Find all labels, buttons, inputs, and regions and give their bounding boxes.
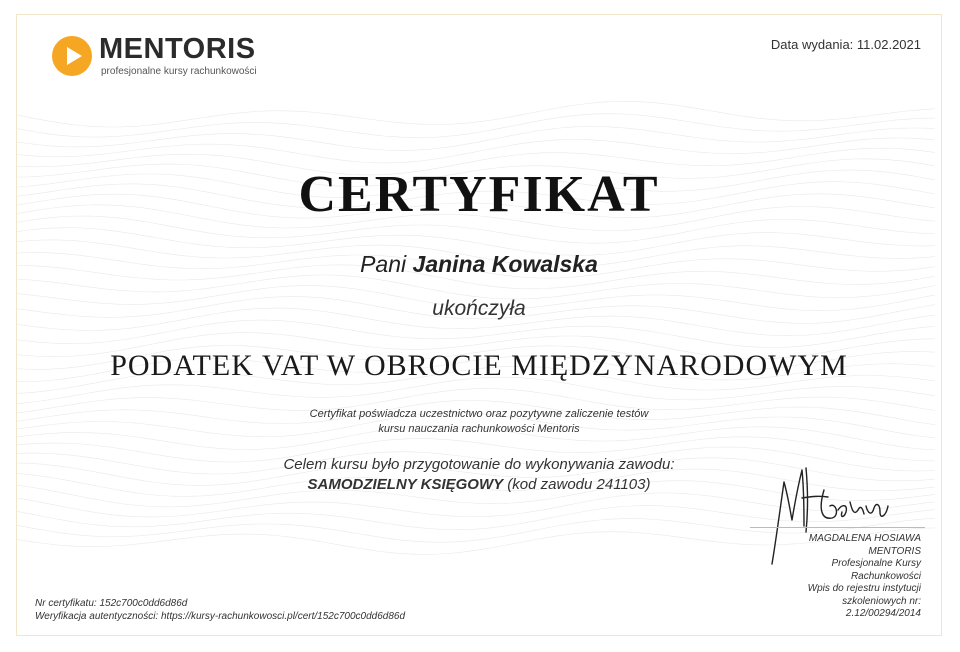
profession-code: (kod zawodu 241103) [507,476,651,493]
signer-org: Rachunkowości [850,570,921,582]
certificate-info [35,597,405,623]
signature-line [750,527,925,528]
certificate-number: Nr certyfikatu: 152c700c0dd6d86d [35,598,188,609]
profession-name: SAMODZIELNY KSIĘGOWY [307,476,504,493]
certificate-title: CERTYFIKAT [298,166,660,223]
recipient [17,251,941,278]
goal-line: Celem kursu było przygotowanie do wykonywania zawodu: [283,456,675,473]
description-line: Certyfikat poświadcza uczestnictwo oraz pozytywne zaliczenie testów [309,408,649,420]
completed-text: ukończyła [432,297,526,320]
signer-name: MAGDALENA HOSIAWA [808,533,921,544]
certificate-frame [16,14,942,636]
certificate-description [17,407,941,437]
issue-date: Data wydania: 11.02.2021 [770,37,921,52]
brand-name: MENTORIS [99,33,256,65]
mentoris-logo [51,35,311,95]
course-name: PODATEK VAT W OBROCIE MIĘDZYNARODOWYM [110,349,848,382]
brand-tagline: profesjonalne kursy rachunkowości [101,66,257,77]
description-line: kursu nauczania rachunkowości Mentoris [378,423,580,435]
recipient-name: Janina Kowalska [412,251,598,277]
signer-registry: szkoleniowych nr: [842,595,921,607]
signer-registry-number: 2.12/00294/2014 [845,608,921,619]
play-logo-icon [51,35,93,77]
recipient-salutation: Pani [360,251,407,277]
verification-link[interactable]: Weryfikacja autentyczności: https://kursy-rachunkowosci.pl/cert/152c700c0dd6d86d [35,611,406,622]
signer-org: Profesjonalne Kursy [831,558,921,569]
signer-block [721,533,921,621]
signer-org: MENTORIS [868,545,921,557]
signer-registry: Wpis do rejestru instytucji [807,583,921,594]
